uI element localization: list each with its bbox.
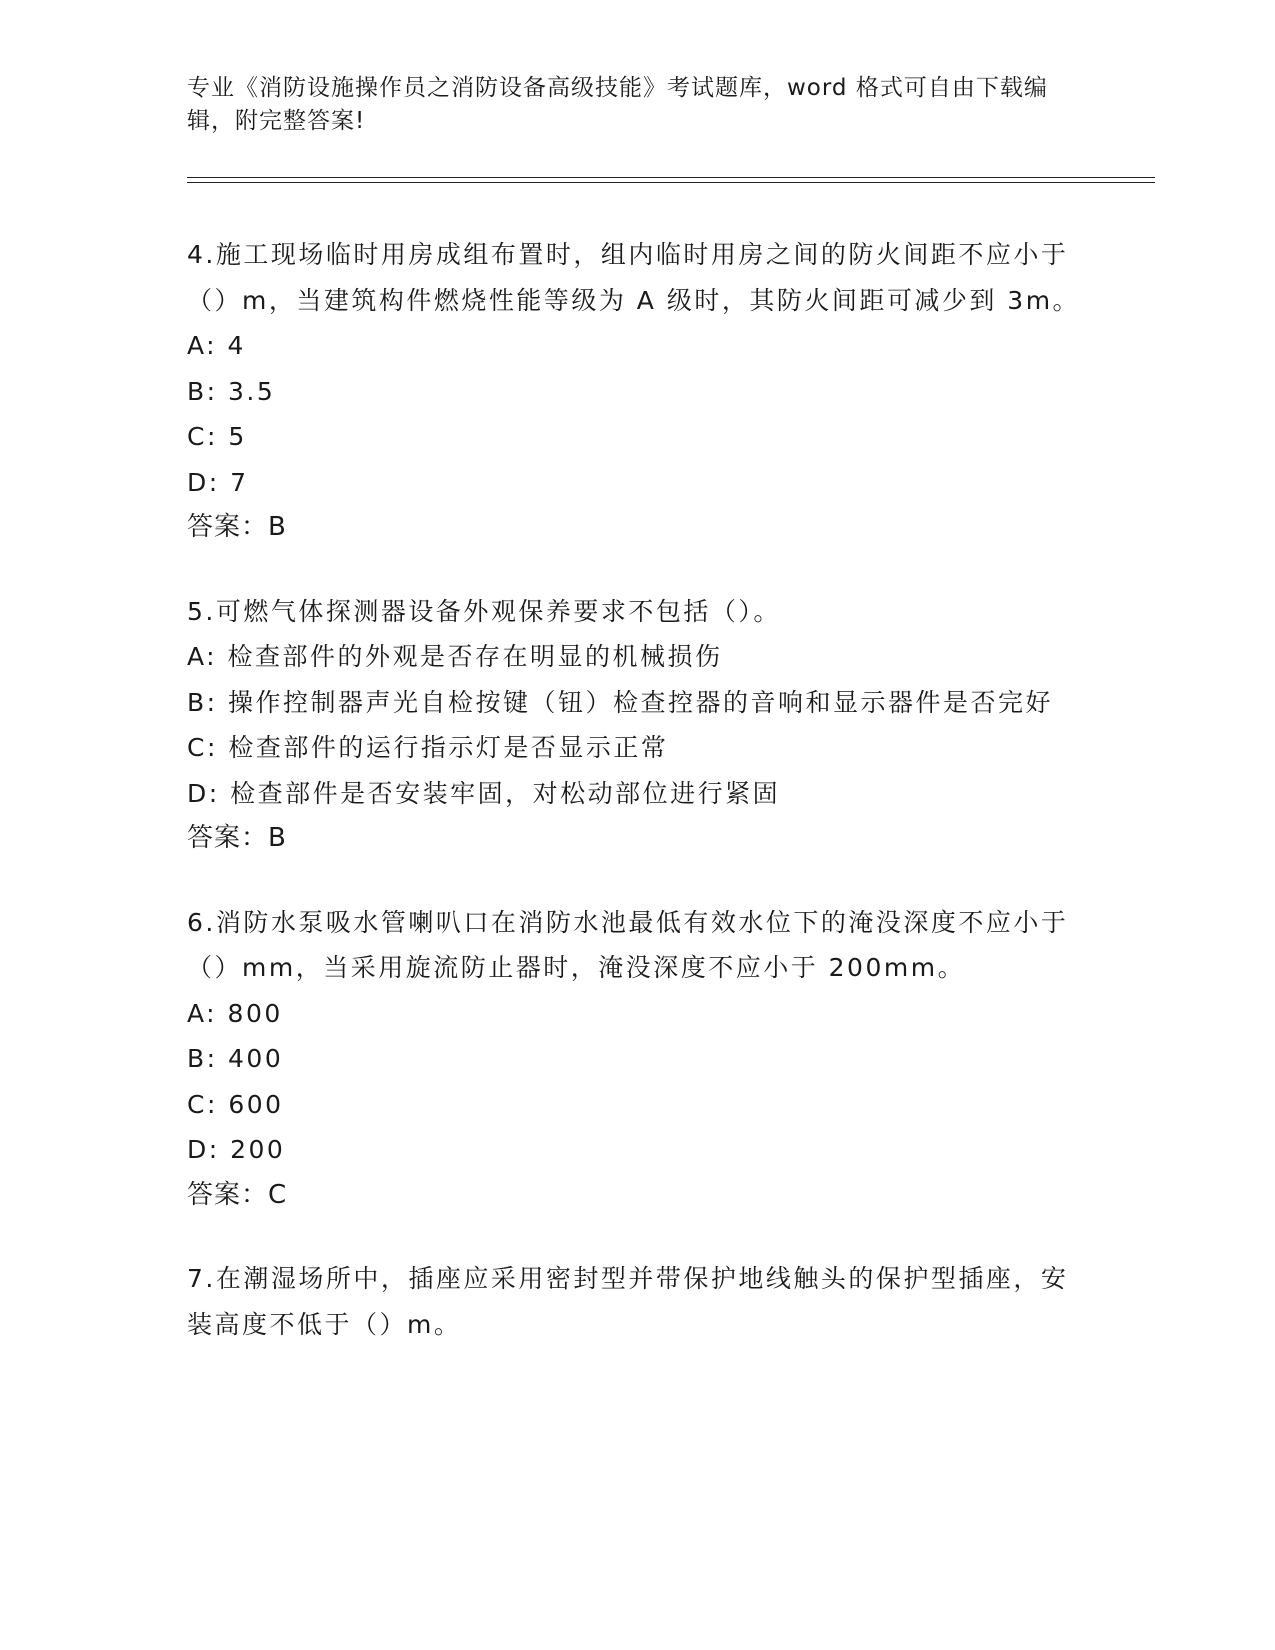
- option-b: B: 3.5: [187, 376, 276, 406]
- question-6: [187, 900, 1087, 1219]
- header-divider-bottom: [187, 182, 1155, 183]
- question-stem: 5.可燃气体探测器设备外观保养要求不包括（）。: [187, 596, 781, 626]
- answer-label: 答案：B: [187, 512, 287, 542]
- answer-label: 答案：C: [187, 1179, 288, 1210]
- option-a: A: 4: [187, 331, 246, 360]
- question-4: [187, 232, 1087, 551]
- document-intro: 专业《消防设施操作员之消防设备高级技能》考试题库，word 格式可自由下载编辑，附完整答案!: [187, 75, 1048, 134]
- option-a: A: 800: [187, 998, 283, 1028]
- question-stem: 7.在潮湿场所中，插座应采用密封型并带保护地线触头的保护型插座，安装高度不低于（）m。: [187, 1264, 1069, 1339]
- question-list: [187, 232, 1087, 1385]
- question-7: [187, 1256, 1087, 1347]
- option-d: D: 200: [187, 1135, 286, 1164]
- option-d: D: 检查部件是否安装牢固，对松动部位进行紧固: [187, 778, 781, 808]
- question-5: [187, 589, 1087, 862]
- question-stem: 4.施工现场临时用房成组布置时，组内临时用房之间的防火间距不应小于（）m，当建筑构件燃烧性能等级为 A 级时，其防火间距可减少到 3m。: [187, 240, 1081, 315]
- option-a: A: 检查部件的外观是否存在明显的机械损伤: [187, 642, 723, 671]
- option-b: B: 操作控制器声光自检按键（钮）检查控器的音响和显示器件是否完好: [187, 687, 1054, 717]
- option-b: B: 400: [187, 1044, 284, 1073]
- option-c: C: 600: [187, 1089, 284, 1119]
- answer-label: 答案：B: [187, 823, 287, 853]
- option-c: C: 检查部件的运行指示灯是否显示正常: [187, 733, 669, 762]
- question-stem: 6.消防水泵吸水管喇叭口在消防水池最低有效水位下的淹没深度不应小于（）mm，当采用旋流防止器时，淹没深度不应小于 200mm。: [187, 907, 1069, 982]
- header-divider-top: [187, 177, 1155, 178]
- option-c: C: 5: [187, 422, 247, 451]
- option-d: D: 7: [187, 467, 249, 497]
